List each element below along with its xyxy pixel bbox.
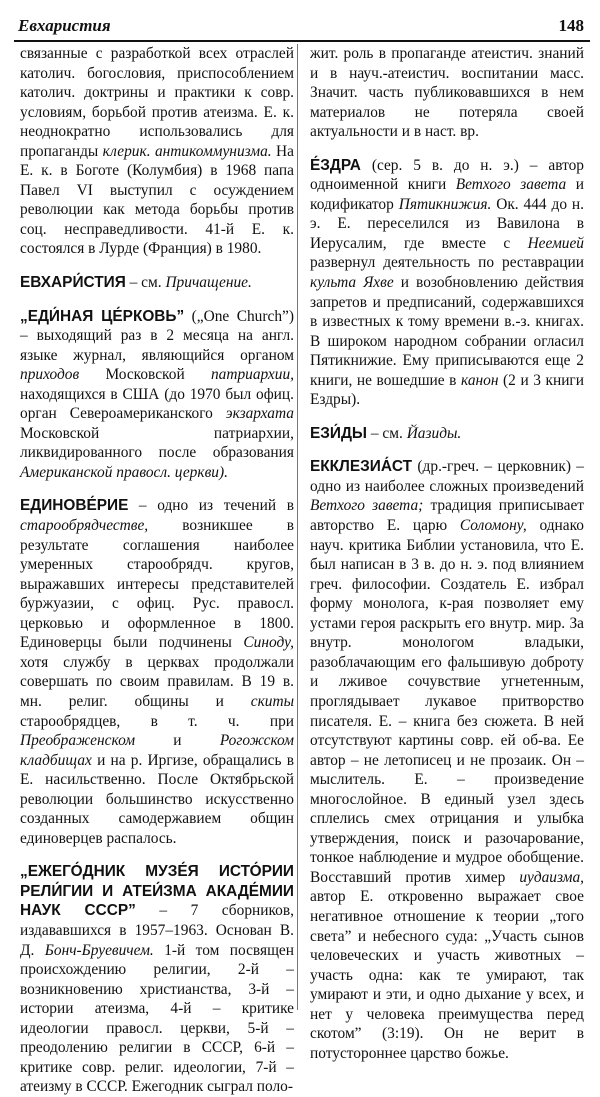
- headword: ЕЗИ́ДЫ: [310, 424, 368, 442]
- entry-evkharistiya: ЕВХАРИ́СТИЯ – см. Причащение.: [20, 274, 252, 292]
- entry-ezhegodnik: „ЕЖЕГО́ДНИК МУЗЕ́Я ИСТО́РИИ РЕЛИ́ГИИ И АТЕИ́ЗМА АКАДЕ́МИИ НАУК СССР” – 7 сборников, издававшихся в 1957–1963. Основан В. Д. Бонч-Бруевичем. 1-й том посвящен происхождению религии, 2-й – возникновению христианства, 3-й – истории атеизма, 4-й – критике идеологии правосл. церкви, 5-й – преодолению религии в СССР, 6-й – критике совр. религ. идеологии, 7-й – атеизму в СССР. Ежегодник сыграл поло-: [20, 863, 294, 1096]
- entry-continuation: связанные с разработкой всех отраслей католич. богословия, приспособлением католич. доктрины и практики к совр. условиям, борьбой против атеизма. Е. к. неоднократно использовались для пропаганды клерик. антикоммунизма. На Е. к. в Боготе (Колумбия) в 1968 папа Павел VI выступил с осуждением революции как метода борьбы против соц. несправедливости. 41-й Е. к. состоялся в Лурде (Франция) в 1980.: [20, 45, 294, 258]
- entry-ezidy: ЕЗИ́ДЫ – см. Йазиды.: [310, 424, 462, 442]
- left-column: [20, 44, 294, 1097]
- headword: ЕДИНОВЕ́РИЕ: [20, 497, 129, 515]
- headword: „ЕДИ́НАЯ ЦЕ́РКОВЬ”: [20, 307, 185, 325]
- headword: „ЕЖЕГО́ДНИК МУЗЕ́Я ИСТО́РИИ РЕЛИ́ГИИ И АТЕИ́ЗМА АКАДЕ́МИИ НАУК СССР”: [20, 863, 294, 920]
- entry-ezdra: Е́ЗДРА (сер. 5 в. до н. э.) – автор одноименной книги Ветхого завета и кодификатор Пятикнижия. Ок. 444 до н. э. Е. переселился из Вавилона в Иерусалим, где вместе с Неемией развернул деятельность по реставрации культа Яхве и возобновлению действия запретов и предписаний, содержавшихся в известных к тому времени в.-з. книгах. В широком народном собрании огласил Пятикнижие. Ему приписываются еще 2 книги, не вошедшие в канон (2 и 3 книги Ездры).: [310, 156, 585, 409]
- running-title: Евхаристия: [18, 16, 111, 35]
- column-divider: [297, 44, 298, 1010]
- right-column: [310, 44, 584, 1063]
- page-header: [14, 10, 590, 42]
- entry-edinoverie: ЕДИНОВЕ́РИЕ – одно из течений в старообрядчестве, возникшее в результате соглашения наиболее умеренных старообрядч. кругов, выражавших интересы представителей буржуазии, с офиц. Рус. правосл. церковью и оформленное в 1800. Единоверцы были подчинены Синоду, хотя службу в церквах продолжали совершать по своим правилам. В 19 в. мн. религ. общины и скиты старообрядцев, в т. ч. при Преображенском и Рогожском кладбищах и на р. Иргизе, обращались в Е. насильственно. После Октябрьской революции большинство искусственно созданных самодержавием общин единоверцев распалось.: [20, 497, 294, 847]
- entry-continuation: жит. роль в пропаганде атеистич. знаний и в науч.-атеистич. воспитании масс. Значит. часть публиковавшихся в нем материалов не потеряла своей актуальности и в наст. вр.: [310, 45, 584, 141]
- headword: ЕККЛЕЗИА́СТ: [310, 458, 413, 476]
- page-number: 148: [558, 16, 584, 35]
- cross-reference-link: Йазиды.: [406, 424, 462, 442]
- entry-ekkleziast: ЕККЛЕЗИА́СТ (др.-греч. – церковник) – одно из наиболее сложных произведений Ветхого завета; традиция приписывает авторство Е. царю Соломону, однако науч. критика Библии установила, что Е. был написан в 3 в. до н. э. под влиянием греч. философии. Создатель Е. избрал форму монолога, к-рая позволяет ему устами героя раскрыть его внутр. мир. За внутр. монологом владыки, разоблачающим его фальшивую доброту и лживое сочувствие угнетенным, проглядывает лукавое притворство писателя. Е. – книга без сюжета. В ней отсутствуют картины совр. ей об-ва. Ее автор – не летописец и не прозаик. Он – мыслитель. Е. – произведение многослойное. В единый узел здесь сплелись смех отрицания и улыбка утверждения, поиск и разочарование, тонкое наблюдение и мудрое обобщение. Восставший против химер иудаизма, автор Е. откровенно выражает свое негативное отношение к теории „того света” и небесного суда: „Участь сынов человеческих и участь животных – участь одна: как те умирают, так умирают и эти, и одно дыхание у всех, и нет у человека преимущества перед скотом” (3:19). Он не верит в потустороннее царство божье.: [310, 458, 584, 1062]
- entry-edinaya-tserkov: „ЕДИ́НАЯ ЦЕ́РКОВЬ” („One Church”) – выходящий раз в 2 месяца на англ. языке журнал, являющийся органом приходов Московской патриархии, находящихся в США (до 1970 был офиц. орган Североамериканского экзархата Московской патриархии, ликвидированного после образования Американской правосл. церкви).: [20, 307, 294, 481]
- headword: Е́ЗДРА: [310, 156, 361, 174]
- headword: ЕВХАРИ́СТИЯ: [20, 274, 126, 292]
- cross-reference-link: Причащение.: [165, 274, 252, 292]
